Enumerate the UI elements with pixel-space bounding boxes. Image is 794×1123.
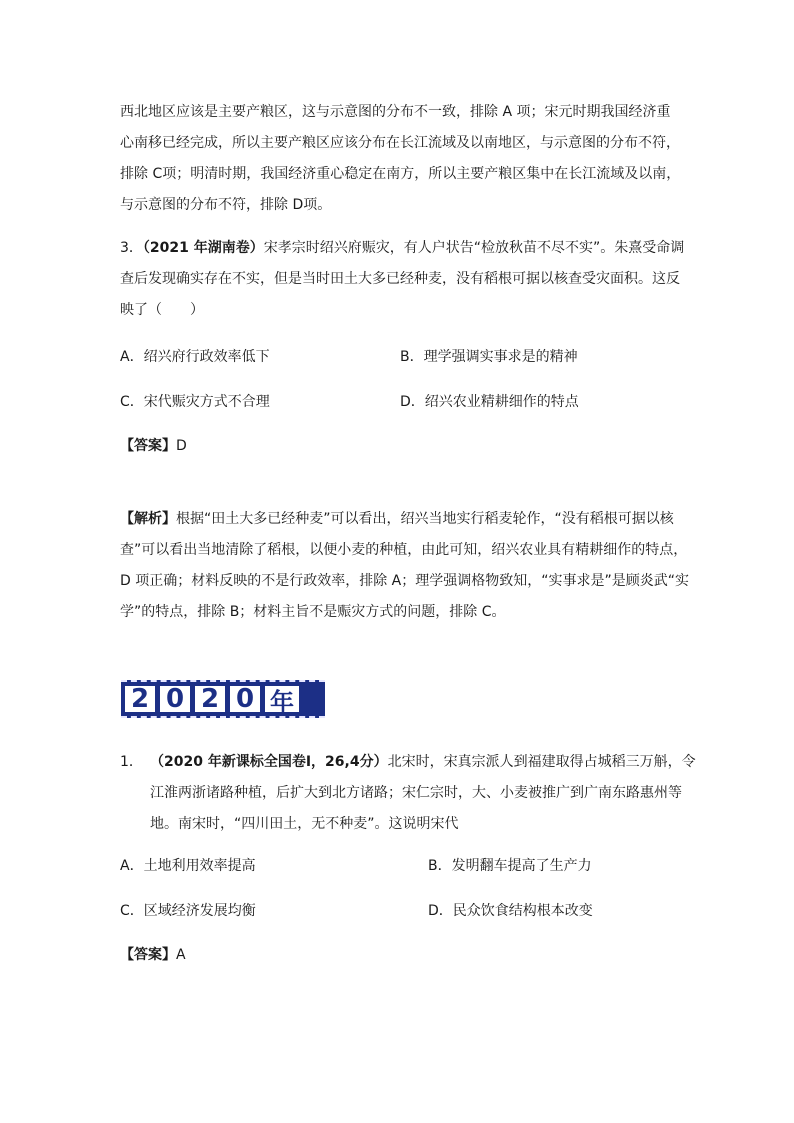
- question-source: （2021 年湖南卷）: [142, 240, 264, 256]
- option-a: A．绍兴府行政效率低下: [120, 349, 270, 365]
- explanation-line: 与示意图的分布不符，排除 D项。: [120, 197, 332, 213]
- option-c: C．区域经济发展均衡: [120, 903, 256, 919]
- year-unit: 年: [264, 685, 300, 713]
- year-digit: 0: [159, 685, 191, 713]
- analysis: [120, 504, 690, 628]
- analysis-line: 【解析】根据“田土大多已经种麦”可以看出，绍兴当地实行稻麦轮作，“没有稻根可据以核: [120, 511, 674, 527]
- option-d: D．绍兴农业精耕细作的特点: [400, 394, 579, 410]
- option-c: C．宋代赈灾方式不合理: [120, 394, 270, 410]
- question-line: 查后发现确实存在不实，但是当时田土大多已经种麦，没有稻根可据以核查受灾面积。这反: [120, 271, 680, 287]
- question-line: 江淮两浙诸路种植，后扩大到北方诸路；宋仁宗时，大、小麦被推广到广南东路惠州等: [150, 785, 682, 801]
- answer-value: A: [176, 947, 186, 963]
- analysis-line: 查”可以看出当地清除了稻根，以便小麦的种植，由此可知，绍兴农业具有精耕细作的特点，: [120, 542, 688, 558]
- answer-label: 【答案】: [120, 438, 176, 454]
- question-text: 宋孝宗时绍兴府赈灾，有人户状告“检放秋苗不尽不实”。朱熹受命调: [263, 240, 685, 256]
- question-line: 映了（ ）: [120, 302, 204, 318]
- question-number: 3．: [120, 240, 143, 256]
- year-banner: [121, 680, 325, 718]
- analysis-label: 【解析】: [120, 511, 176, 527]
- question-line: 地。南宋时，“四川田土，无不种麦”。这说明宋代: [150, 816, 459, 832]
- year-digit: 2: [194, 685, 226, 713]
- year-digit: 2: [124, 685, 156, 713]
- explanation-line: 心南移已经完成，所以主要产粮区应该分布在长江流域及以南地区，与示意图的分布不符，: [120, 135, 680, 151]
- question-source: （2020 年新课标全国卷Ⅰ，26,4分）: [150, 754, 388, 770]
- analysis-line: 学”的特点，排除 B；材料主旨不是赈灾方式的问题，排除 C。: [120, 604, 506, 620]
- explanation-line: 排除 C项；明清时期，我国经济重心稳定在南方，所以主要产粮区集中在长江流域及以南，: [120, 166, 681, 182]
- question-body: [150, 747, 696, 840]
- answer-value: D: [176, 438, 187, 454]
- question-number: 1．: [120, 754, 143, 770]
- question-3-stem: [120, 233, 685, 326]
- question-line: （2020 年新课标全国卷Ⅰ，26,4分）北宋时，宋真宗派人到福建取得占城稻三万斛，令: [150, 754, 696, 770]
- option-d: D．民众饮食结构根本改变: [428, 903, 593, 919]
- question-1-stem: [120, 747, 696, 840]
- answer-line: [120, 945, 186, 965]
- option-b: B．发明翻车提高了生产力: [428, 858, 592, 874]
- previous-explanation: [120, 97, 680, 221]
- explanation-line: 西北地区应该是主要产粮区，这与示意图的分布不一致，排除 A 项；宋元时期我国经济重: [120, 104, 671, 120]
- year-digit: 0: [229, 685, 261, 713]
- analysis-line: D 项正确；材料反映的不是行政效率，排除 A；理学强调格物致知，“实事求是”是顾炎武“实: [120, 573, 690, 589]
- answer-label: 【答案】: [120, 947, 176, 963]
- option-b: B．理学强调实事求是的精神: [400, 349, 578, 365]
- answer-line: [120, 436, 187, 456]
- question-line: [120, 233, 685, 264]
- option-a: A．土地利用效率提高: [120, 858, 256, 874]
